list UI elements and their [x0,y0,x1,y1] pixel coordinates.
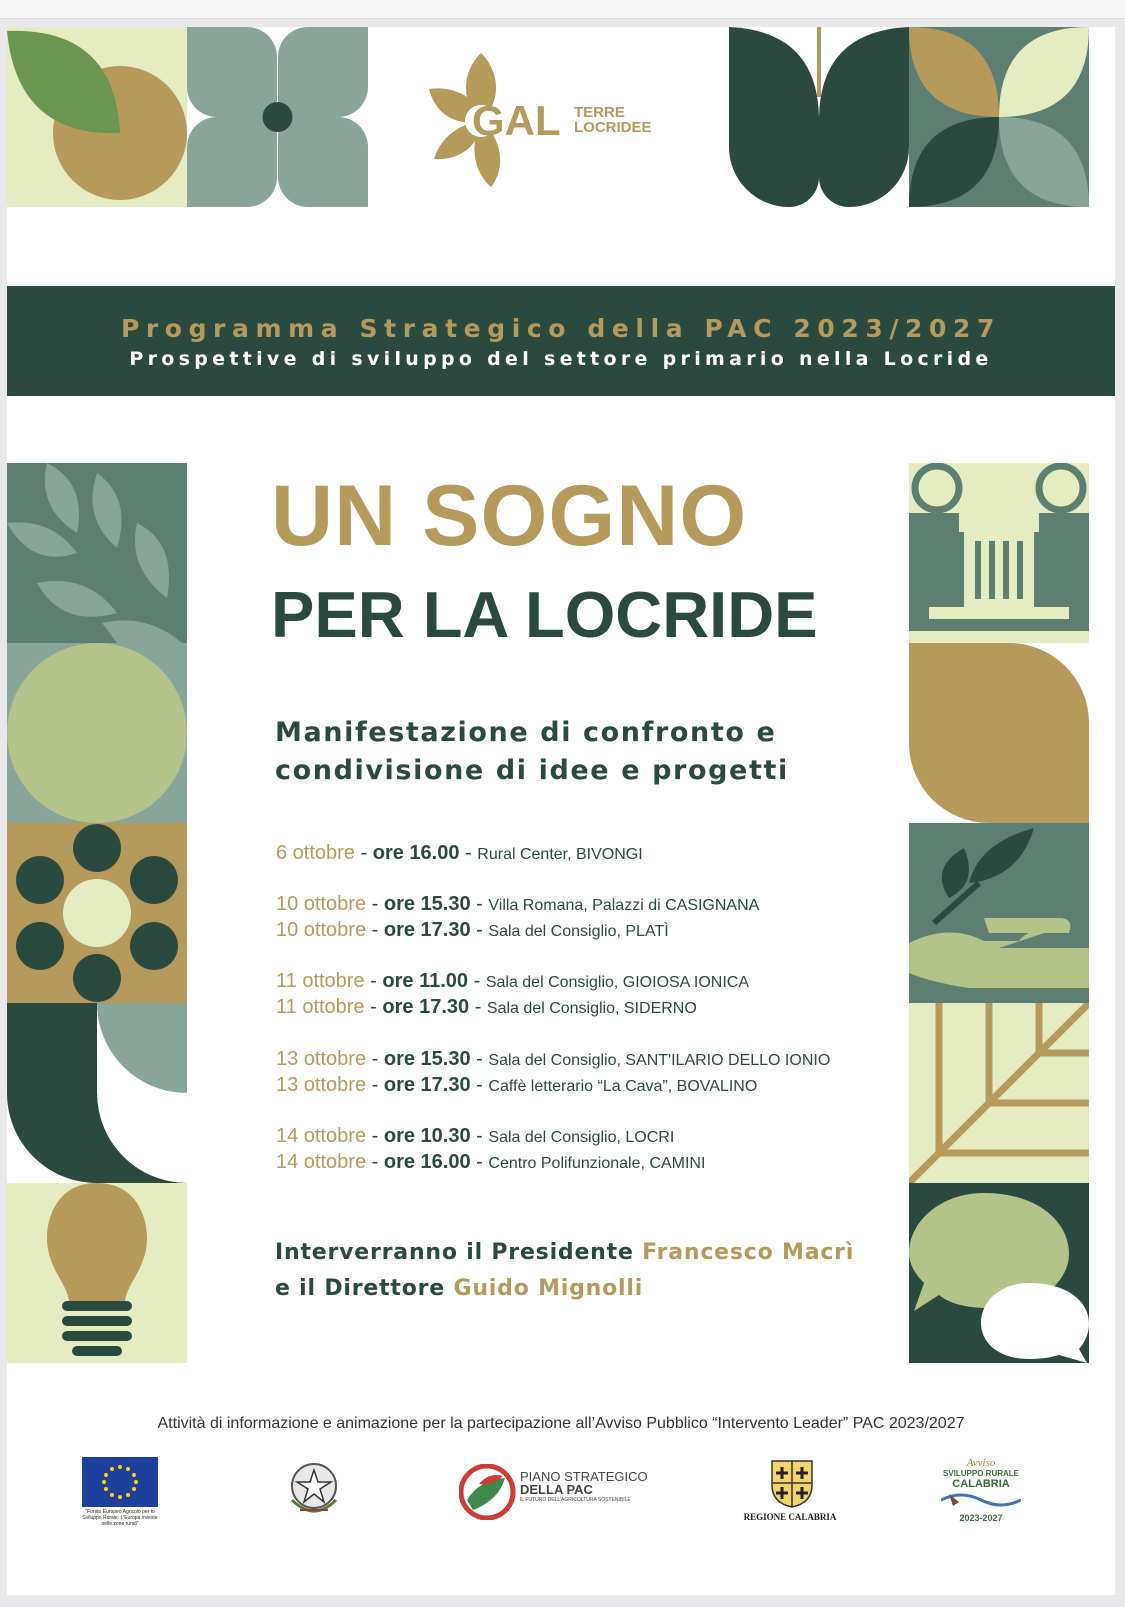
four-leaves-icon [909,27,1089,207]
event-date: 11 ottobre [276,996,365,1018]
event-place: Sala del Consiglio, SANT'ILARIO DELLO IONIO [488,1052,831,1069]
leaf-shape-icon [909,643,1089,823]
flower-icon [187,27,368,207]
event-place: Centro Polifunzionale, CAMINI [488,1155,706,1172]
speech-bubbles-tile [909,1183,1089,1363]
psr-years: 2023-2027 [959,1513,1003,1523]
event-place: Sala del Consiglio, LOCRI [488,1129,675,1146]
event-separator: - [371,1074,379,1096]
event-time: ore 17.30 [382,996,470,1018]
pac-logo-text [520,1470,648,1504]
event-item [276,1125,674,1148]
event-time: ore 10.30 [383,1125,471,1147]
gal-logo-text: GAL [472,97,561,144]
director-name: Guido Mignolli [453,1276,644,1301]
event-place: Villa Romana, Palazzi di CASIGNANA [488,897,760,914]
event-time: ore 17.30 [383,1074,471,1096]
event-date: 10 ottobre [276,919,367,941]
event-separator: - [370,970,377,992]
event-place: Sala del Consiglio, GIOIOSA IONICA [485,974,750,991]
event-time: ore 16.00 [383,1151,471,1173]
event-date: 14 ottobre [276,1125,367,1147]
event-item [276,1151,705,1174]
olive-branch-tile [7,463,187,643]
event-date: 6 ottobre [276,842,355,864]
leaf-veins-tile [909,1003,1089,1183]
event-separator: - [474,996,482,1018]
hand-sprout-icon [909,823,1089,1003]
pac-line2: DELLA PAC [520,1482,593,1497]
event-separator: - [371,1151,379,1173]
event-date: 10 ottobre [276,893,367,915]
event-separator: - [371,1125,379,1147]
event-separator: - [371,919,379,941]
psr-wave-icon [941,1490,1021,1508]
leaf-icon [7,27,187,207]
event-time: ore 15.30 [383,1048,471,1070]
footnote: Attività di informazione e animazione per la partecipazione all’Avviso Pubblico “Intervento Leader” PAC 2023/2027 [157,1415,965,1432]
gal-logo-line1: TERRE [574,104,625,121]
speakers-line1 [275,1240,854,1265]
program-subtitle: Prospettive di sviluppo del settore primario nella Locride [129,348,993,370]
olive-branch-icon [7,463,187,643]
event-item [276,1048,830,1071]
event-separator: - [360,842,368,864]
event-subtitle-line2: condivisione di idee e progetti [275,755,789,786]
republic-emblem-icon [286,1460,342,1518]
event-date: 13 ottobre [276,1074,367,1096]
event-subtitle [275,714,789,790]
main-title-line2: PER LA LOCRIDE [271,578,818,651]
pac-logo-icon [459,1464,519,1520]
event-separator: - [465,842,472,864]
event-date: 14 ottobre [276,1151,367,1173]
speakers-prefix: e il Direttore [275,1276,446,1301]
president-name: Francesco Macrì [642,1240,855,1265]
arc-icon [7,1003,187,1183]
event-separator: - [370,996,377,1018]
event-time: ore 16.00 [372,842,460,864]
event-place: Caffè letterario “La Cava”, BOVALINO [488,1078,758,1095]
pac-line3: IL FUTURO DELL'AGRICOLTURA SOSTENIBILE [520,1497,631,1503]
event-date: 13 ottobre [276,1048,367,1070]
psr-line2: CALABRIA [952,1478,1010,1490]
dots-flower-icon [7,823,187,1003]
tulip-tile [729,27,909,207]
gal-logo-line2: LOCRIDEE [574,119,652,136]
psr-logo [931,1457,1031,1523]
event-place: Rural Center, BIVONGI [477,846,643,863]
arc-tile [7,1003,187,1183]
event-time: ore 17.30 [383,919,471,941]
event-item [276,970,749,993]
event-time: ore 15.30 [383,893,471,915]
event-separator: - [476,1074,483,1096]
circle-icon [7,643,187,823]
event-poster [7,27,1115,1595]
event-separator: - [476,919,483,941]
tulip-icon [729,27,909,207]
event-separator: - [476,1125,483,1147]
speech-bubbles-icon [909,1183,1089,1363]
gold-leaf-tile [909,643,1089,823]
regione-calabria-crest-icon [767,1457,817,1509]
four-leaves-tile [909,27,1089,207]
leaf-veins-icon [909,1003,1089,1183]
event-item [276,1074,757,1097]
eu-caption: "Fondo Europeo Agricolo per lo Sviluppo Rurale: L'Europa investe nelle zone rurali" [82,1509,158,1527]
gal-logo-subtitle [574,105,652,135]
event-separator: - [476,893,483,915]
psr-top: Avviso [966,1457,996,1469]
hand-sprout-tile [909,823,1089,1003]
program-title: Programma Strategico della PAC 2023/2027 [120,314,1002,343]
lightbulb-tile [7,1183,187,1363]
event-time: ore 11.00 [382,970,469,992]
event-place: Sala del Consiglio, PLATÌ [488,923,669,940]
eu-flag-icon [82,1457,158,1507]
column-tile [909,463,1089,643]
event-item [276,996,697,1019]
green-circle-tile [7,643,187,823]
event-separator: - [473,970,481,992]
event-place: Sala del Consiglio, SIDERNO [486,1000,697,1017]
column-icon [909,463,1089,643]
program-band [7,286,1115,396]
browser-top-bar [0,0,1125,19]
flower-tile [187,27,368,207]
event-separator: - [476,1151,483,1173]
event-separator: - [371,1048,379,1070]
speakers-line2 [275,1276,643,1301]
lightbulb-icon [7,1183,187,1363]
event-item [276,919,669,942]
main-title-line1: UN SOGNO [271,468,748,564]
psr-line1: SVILUPPO RURALE [942,1469,1019,1478]
event-item [276,893,759,916]
event-date: 11 ottobre [276,970,365,992]
dots-flower-tile [7,823,187,1003]
speakers-prefix: Interverranno il Presidente [275,1240,634,1265]
event-item [276,842,643,865]
event-separator: - [371,893,379,915]
pac-line1: PIANO STRATEGICO [520,1469,648,1484]
regione-caption: REGIONE CALABRIA [743,1512,837,1522]
event-subtitle-line1: Manifestazione di confronto e [275,717,777,748]
event-separator: - [476,1048,483,1070]
leaf-circle-tile [7,27,187,207]
